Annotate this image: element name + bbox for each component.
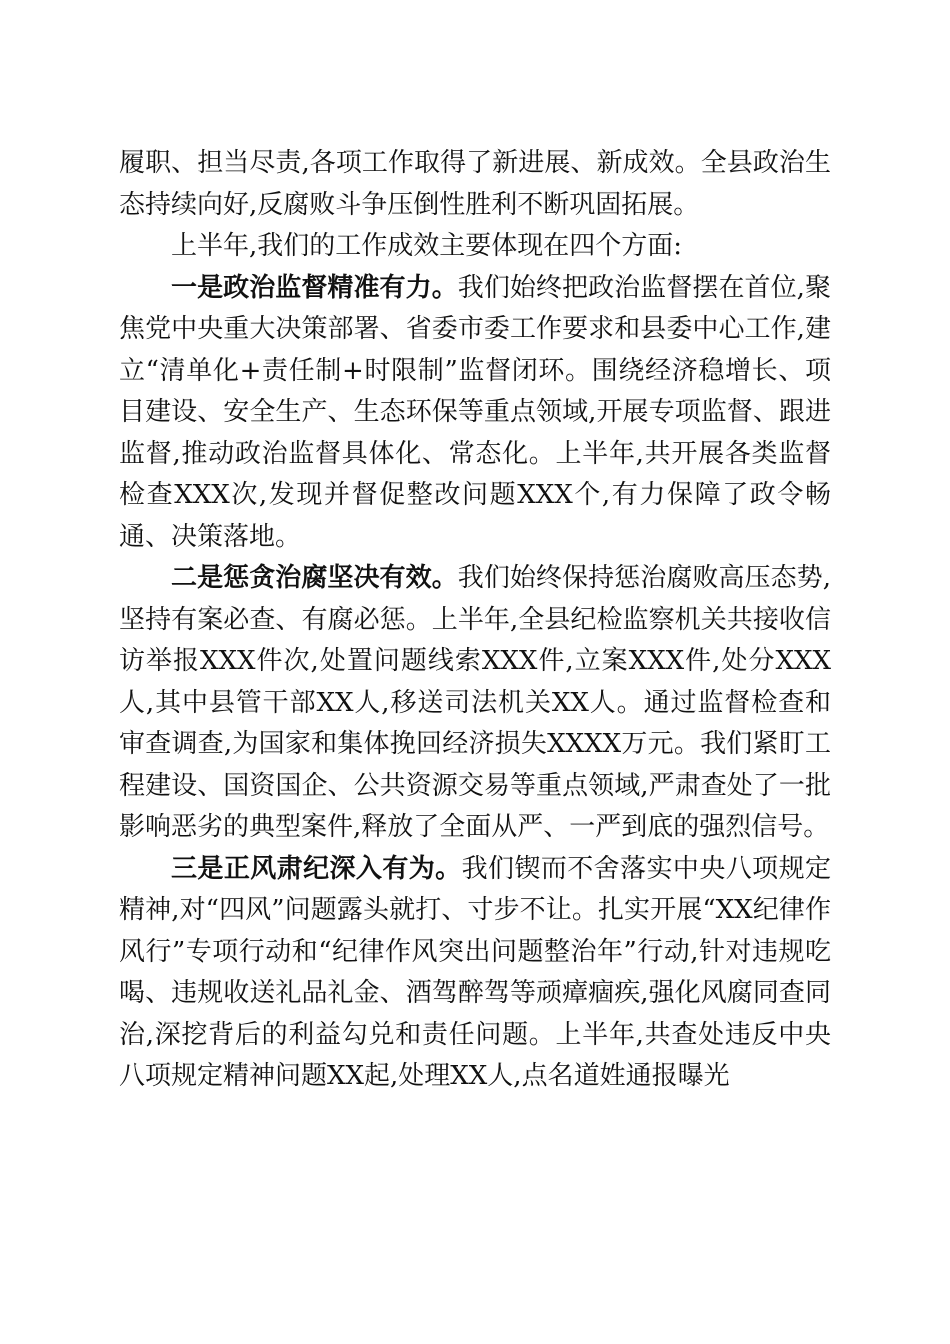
document-body (119, 143, 831, 1098)
paragraph-text: 我们始终把政治监督摆在首位,聚焦党中央重大决策部署、省委市委工作要求和县委中心工作,建立“清单化+责任制+时限制”监督闭环。围绕经济稳增长、项目建设、安全生产、生态环保等重点领域,开展专项监督、跟进监督,推动政治监督具体化、常态化。上半年,共开展各类监督检查XXX次,发现并督促整改问题XXX个,有力保障了政令畅通、决策落地。 (119, 272, 831, 552)
paragraph-heading: 一是政治监督精准有力。 (171, 272, 458, 303)
paragraph-continuation (119, 143, 831, 226)
paragraph-text: 我们始终保持惩治腐败高压态势,坚持有案必查、有腐必惩。上半年,全县纪检监察机关共接收信访举报XXX件次,处置问题线索XXX件,立案XXX件,处分XXX人,其中县管干部XX人,移送司法机关XX人。通过监督检查和审查调查,为国家和集体挽回经济损失XXXX万元。我们紧盯工程建设、国资国企、公共资源交易等重点领域,严肃查处了一批影响恶劣的典型案件,释放了全面从严、一严到底的强烈信号。 (119, 563, 831, 842)
paragraph-text: 履职、担当尽责,各项工作取得了新进展、新成效。全县政治生态持续向好,反腐败斗争压倒性胜利不断巩固拓展。 (119, 148, 831, 220)
paragraph-text: 上半年,我们的工作成效主要体现在四个方面: (171, 231, 683, 261)
paragraph-discipline-conduct (119, 849, 831, 1098)
paragraph-heading: 三是正风肃纪深入有为。 (171, 853, 462, 884)
paragraph-text: 我们锲而不舍落实中央八项规定精神,对“四风”问题露头就打、寸步不让。扎实开展“XX纪律作风行”专项行动和“纪律作风突出问题整治年”行动,针对违规吃喝、违规收送礼品礼金、酒驾醉驾等顽瘴痼疾,强化风腐同查同治,深挖背后的利益勾兑和责任问题。上半年,共查处违反中央八项规定精神问题XX起,处理XX人,点名道姓通报曝光 (119, 853, 831, 1091)
paragraph-summary (119, 226, 831, 268)
paragraph-heading: 二是惩贪治腐坚决有效。 (171, 563, 458, 593)
paragraph-political-supervision (119, 268, 831, 559)
paragraph-anti-corruption (119, 558, 831, 849)
